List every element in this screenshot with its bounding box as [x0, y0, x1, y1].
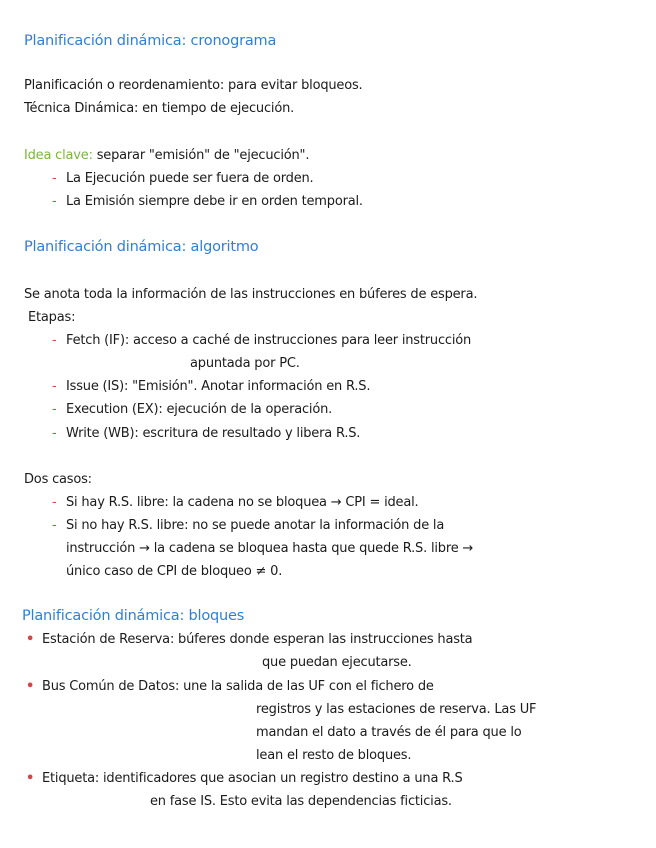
- idea-clave-label: Idea clave:: [24, 148, 93, 163]
- dash-bullet-icon: -: [52, 518, 57, 533]
- list-item: • Etiqueta: identificadores que asocian un registro destino a una R.S: [26, 771, 463, 786]
- paragraph-tecnica-dinamica: Técnica Dinámica: en tiempo de ejecución.: [24, 101, 295, 116]
- list-item-continuation: instrucción → la cadena se bloquea hasta que quede R.S. libre →: [66, 541, 474, 556]
- section-heading-algoritmo: Planificación dinámica: algoritmo: [24, 239, 259, 255]
- dot-bullet-icon: •: [26, 679, 35, 694]
- dash-bullet-icon: -: [52, 379, 57, 394]
- list-item-continuation: lean el resto de bloques.: [256, 748, 412, 763]
- idea-clave-text: separar "emisión" de "ejecución".: [92, 148, 310, 163]
- dash-bullet-icon: -: [52, 194, 57, 209]
- list-item: • Estación de Reserva: búferes donde esperan las instrucciones hasta: [26, 632, 473, 647]
- dash-bullet-icon: -: [52, 426, 57, 441]
- dash-bullet-icon: -: [52, 333, 57, 348]
- list-item: - Si no hay R.S. libre: no se puede anotar la información de la: [52, 518, 445, 533]
- idea-clave-line: [24, 148, 309, 164]
- dot-bullet-icon: •: [26, 632, 35, 647]
- list-item-continuation: registros y las estaciones de reserva. Las UF: [256, 702, 537, 717]
- list-item-continuation: único caso de CPI de bloqueo ≠ 0.: [66, 564, 283, 579]
- list-item: - Write (WB): escritura de resultado y libera R.S.: [52, 426, 361, 441]
- dash-bullet-icon: -: [52, 402, 57, 417]
- list-item: • Bus Común de Datos: une la salida de las UF con el fichero de: [26, 679, 434, 694]
- section-heading-bloques: Planificación dinámica: bloques: [22, 608, 245, 624]
- list-item: - Execution (EX): ejecución de la operación.: [52, 402, 333, 417]
- list-item: - La Ejecución puede ser fuera de orden.: [52, 171, 314, 186]
- list-item: - La Emisión siempre debe ir en orden temporal.: [52, 194, 363, 209]
- list-item: - Fetch (IF): acceso a caché de instrucciones para leer instrucción: [52, 333, 472, 348]
- section-heading-cronograma: Planificación dinámica: cronograma: [24, 33, 277, 49]
- cases-title: Dos casos:: [24, 472, 92, 487]
- list-item-continuation: en fase IS. Esto evita las dependencias ficticias.: [150, 794, 452, 809]
- list-item-continuation: mandan el dato a través de él para que lo: [256, 725, 522, 740]
- dot-bullet-icon: •: [26, 771, 35, 786]
- list-item-continuation: que puedan ejecutarse.: [262, 655, 412, 670]
- list-item-continuation: apuntada por PC.: [190, 356, 300, 371]
- dash-bullet-icon: -: [52, 171, 57, 186]
- list-item: - Si hay R.S. libre: la cadena no se bloquea → CPI = ideal.: [52, 495, 419, 510]
- dash-bullet-icon: -: [52, 495, 57, 510]
- stages-title: Etapas:: [28, 310, 76, 325]
- paragraph-bufferes: Se anota toda la información de las instrucciones en búferes de espera.: [24, 287, 478, 302]
- list-item: - Issue (IS): "Emisión". Anotar información en R.S.: [52, 379, 371, 394]
- paragraph-reordenamiento: Planificación o reordenamiento: para evitar bloqueos.: [24, 78, 363, 93]
